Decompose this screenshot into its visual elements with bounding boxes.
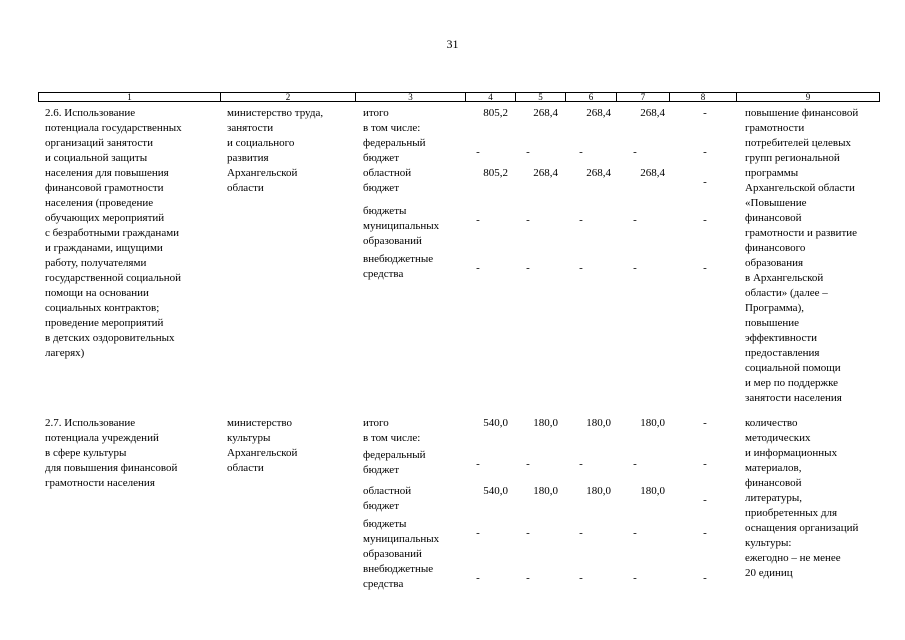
row-executor-line: и социального [227,137,295,149]
row-executor-line: занятости [227,122,274,134]
row-result-line: количество [745,417,798,429]
row-title-line: населения для повышения [45,167,169,179]
row-title-line: социальных контрактов; [45,302,160,314]
row-result-line: потребителей целевых [745,137,851,149]
value-cell: 180,0 [586,484,611,497]
value-cell: 268,4 [640,167,665,179]
source-label: образований [363,547,422,560]
value-cell: - [526,457,530,470]
row-result-line: материалов, [745,462,802,474]
row-title-line: проведение мероприятий [45,317,164,329]
value-cell: - [633,213,637,226]
value-cell: 805,2 [483,107,508,119]
row-result-line: программы [745,167,799,179]
value-cell: - [703,526,707,539]
row-title-line: в сфере культуры [45,447,127,459]
row-result-line: финансовой [745,212,802,224]
header-col-1: 1 [127,92,132,102]
value-cell: 540,0 [483,484,508,497]
row-result-line: в Архангельской [745,272,824,284]
value-cell: - [633,146,637,158]
source-label: средства [363,267,404,280]
value-cell: 180,0 [533,484,558,497]
row-title-line: потенциала учреждений [45,432,159,444]
header-col-5: 5 [538,92,543,102]
row-result-line: и мер по поддержке [745,377,839,389]
value-cell: - [579,261,583,274]
row-title-line: работу, получателями [45,257,147,269]
source-label: бюджет [363,499,399,512]
value-cell: - [526,213,530,226]
row-result-line: занятости населения [745,392,842,404]
header-col-6: 6 [588,92,594,102]
row-result-line: предоставления [745,347,820,359]
value-cell: - [526,146,530,158]
row-result-line: повышение финансовой [745,107,859,119]
source-label: образований [363,234,422,247]
value-cell: - [703,493,707,506]
source-label: итого [363,107,389,119]
source-label: бюджет [363,463,399,476]
header-col-9: 9 [805,92,811,102]
row-title-line: потенциала государственных [45,122,182,134]
row-result-line: методических [745,432,811,444]
value-cell: - [526,526,530,539]
row-result-line: литературы, [745,492,802,504]
row-title-line: с безработными гражданами [45,227,180,239]
row-title-line: 2.6. Использование [45,107,136,119]
row-executor-line: области [227,182,264,194]
source-label: областной [363,167,412,179]
row-title-line: грамотности населения [45,477,155,489]
header-col-2: 2 [285,92,291,102]
row-result-line: повышение [745,317,799,329]
source-label: бюджеты [363,517,407,530]
header-col-7: 7 [640,92,646,102]
value-cell: - [703,261,707,274]
row-result-line: групп региональной [745,152,840,164]
source-label: бюджет [363,152,399,164]
value-cell: 540,0 [483,417,508,429]
source-label: федеральный [363,137,426,149]
row-executor-line: развития [227,152,269,164]
row-result-line: и информационных [745,447,838,459]
page-number: 31 [446,37,459,51]
source-label: внебюджетные [363,252,434,265]
value-cell: 180,0 [586,417,611,429]
row-result-line: ежегодно – не менее [745,552,841,564]
value-cell: - [476,261,480,274]
source-label: муниципальных [363,219,440,232]
row-title-line: организаций занятости [45,137,153,149]
value-cell: - [476,571,480,584]
row-result-line: финансового [745,242,806,254]
row-result-line: Архангельской области [745,182,855,194]
row-result-line: социальной помощи [745,362,841,374]
value-cell: - [476,457,480,470]
value-cell: 268,4 [533,167,558,179]
value-cell: - [476,146,480,158]
row-title-line: государственной социальной [45,272,182,284]
value-cell: 805,2 [483,167,508,179]
value-cell: 268,4 [640,107,665,119]
row-title-line: и гражданами, ищущими [45,242,163,254]
value-cell: - [703,457,707,470]
source-label: итого [363,417,389,429]
row-title-line: и социальной защиты [45,152,148,164]
value-cell: - [703,146,707,158]
row-result-line: культуры: [745,537,792,549]
value-cell: - [633,457,637,470]
value-cell: - [526,261,530,274]
row-result-line: грамотности и развитие [745,227,858,239]
row-result-line: образования [745,257,804,269]
value-cell: - [703,571,707,584]
value-cell: 180,0 [533,417,558,429]
source-label: бюджеты [363,204,407,217]
source-label: федеральный [363,448,426,461]
row-title-line: обучающих мероприятий [45,212,165,224]
source-label: бюджет [363,182,399,194]
row-executor-line: Архангельской [227,447,298,459]
row-result-line: эффективности [745,332,818,344]
value-cell: - [703,417,707,429]
row-executor-line: культуры [227,432,271,444]
row-title-line: помощи на основании [45,287,149,299]
value-cell: - [633,571,637,584]
row-result-line: финансовой [745,477,802,489]
value-cell: 180,0 [640,484,665,497]
row-title-line: населения (проведение [45,197,154,209]
row-result-line: оснащения организаций [745,522,859,534]
value-cell: - [633,261,637,274]
header-col-4: 4 [488,92,493,102]
value-cell: - [579,213,583,226]
value-cell: - [579,526,583,539]
header-col-3: 3 [408,92,413,102]
value-cell: - [579,146,583,158]
value-cell: - [476,526,480,539]
source-label: областной [363,484,412,497]
source-label: в том числе: [363,432,421,444]
row-executor-line: Архангельской [227,167,298,179]
value-cell: - [703,107,707,119]
row-result-line: грамотности [745,122,805,134]
row-title-line: для повышения финансовой [45,462,178,474]
value-cell: 268,4 [586,167,611,179]
table-header-row [38,92,880,102]
source-label: муниципальных [363,532,440,545]
row-result-line: приобретенных для [745,507,838,519]
row-title-line: финансовой грамотности [45,182,164,194]
source-label: в том числе: [363,122,421,134]
value-cell: - [633,526,637,539]
row-executor-line: министерство [227,417,293,429]
header-col-8: 8 [700,92,706,102]
value-cell: 268,4 [533,107,558,119]
value-cell: - [476,213,480,226]
value-cell: - [579,457,583,470]
source-label: средства [363,577,404,590]
row-result-line: Программа), [745,302,804,314]
row-title-line: 2.7. Использование [45,417,136,429]
row-result-line: 20 единиц [745,567,793,579]
row-executor-line: министерство труда, [227,107,324,119]
value-cell: - [526,571,530,584]
value-cell: - [703,176,707,188]
value-cell: 268,4 [586,107,611,119]
value-cell: - [703,213,707,226]
value-cell: 180,0 [640,417,665,429]
row-result-line: области» (далее – [745,287,828,299]
row-title-line: в детских оздоровительных [45,332,175,344]
source-label: внебюджетные [363,562,434,575]
row-executor-line: области [227,462,264,474]
row-result-line: «Повышение [745,197,807,209]
value-cell: - [579,571,583,584]
row-title-line: лагерях) [45,347,85,359]
